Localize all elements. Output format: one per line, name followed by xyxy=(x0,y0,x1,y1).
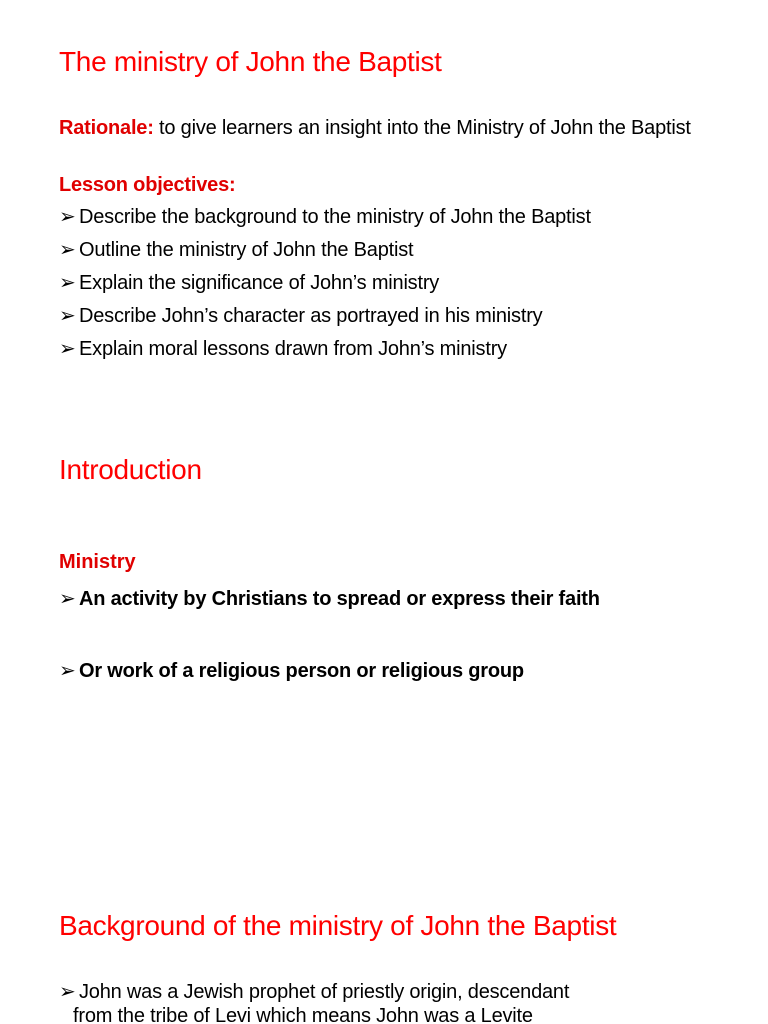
ministry-label: Ministry xyxy=(59,551,136,573)
slide-lesson-overview xyxy=(0,0,768,400)
definition-item: ➢ Or work of a religious person or religious group xyxy=(59,660,524,682)
arrow-bullet-icon: ➢ xyxy=(59,338,76,360)
list-item: ➢ Explain moral lessons drawn from John’s ministry xyxy=(59,335,759,368)
slide-title: The ministry of John the Baptist xyxy=(59,46,442,77)
background-item-continuation: from the tribe of Levi which means John was a Levite xyxy=(73,1005,533,1024)
rationale-paragraph xyxy=(59,116,749,141)
arrow-bullet-icon: ➢ xyxy=(59,981,76,1003)
arrow-bullet-icon: ➢ xyxy=(59,206,76,228)
slide-title: Introduction xyxy=(59,454,202,485)
arrow-bullet-icon: ➢ xyxy=(59,239,76,261)
objectives-list xyxy=(59,203,759,368)
list-item: ➢ Describe John’s character as portrayed in his ministry xyxy=(59,302,759,335)
slide-title: Background of the ministry of John the Baptist xyxy=(59,910,617,941)
list-item: ➢ Describe the background to the ministry of John the Baptist xyxy=(59,203,759,236)
rationale-text: to give learners an insight into the Ministry of John the Baptist xyxy=(153,117,691,139)
arrow-bullet-icon: ➢ xyxy=(59,272,76,294)
arrow-bullet-icon: ➢ xyxy=(59,660,76,682)
objectives-label: Lesson objectives: xyxy=(59,174,236,196)
slide-background xyxy=(0,896,768,1024)
slide-introduction xyxy=(0,430,768,870)
list-item: ➢ Outline the ministry of John the Baptist xyxy=(59,236,759,269)
arrow-bullet-icon: ➢ xyxy=(59,305,76,327)
list-item: ➢ Explain the significance of John’s ministry xyxy=(59,269,759,302)
definition-item: ➢ An activity by Christians to spread or express their faith xyxy=(59,588,600,610)
background-item: ➢ John was a Jewish prophet of priestly origin, descendant from the tribe of Levi which means John was a Levite xyxy=(59,980,739,1024)
arrow-bullet-icon: ➢ xyxy=(59,588,76,610)
rationale-label: Rationale: xyxy=(59,117,154,139)
